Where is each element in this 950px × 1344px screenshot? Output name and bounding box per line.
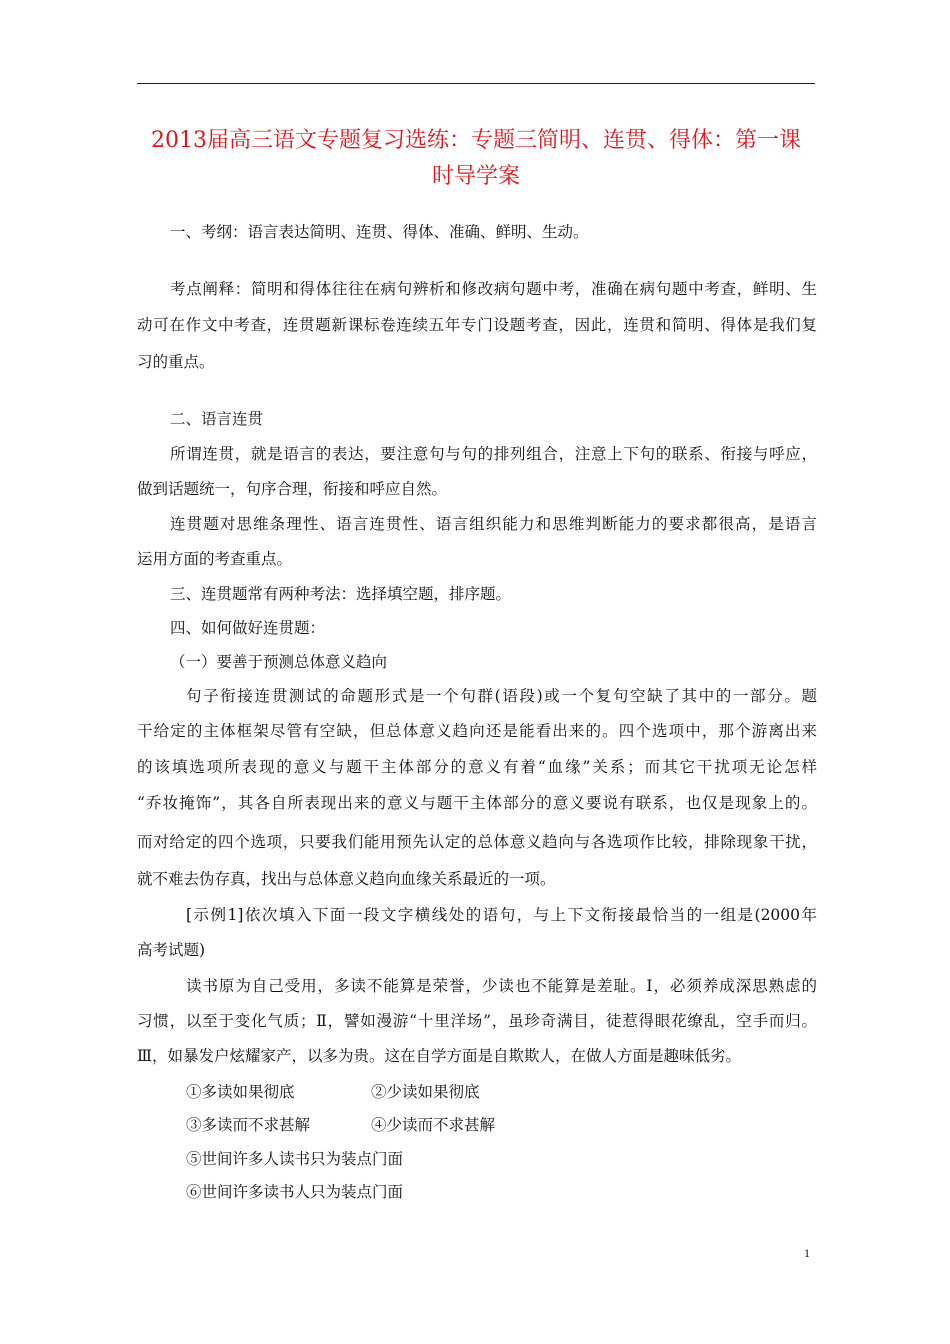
section-heading-3: 三、连贯题常有两种考法：选择填空题，排序题。 <box>170 585 512 603</box>
option-6: ⑥世间许多读书人只为装点门面 <box>186 1183 404 1201</box>
coherence-importance-line-2: 运用方面的考查重点。 <box>137 550 293 568</box>
document-title-line-1: 2013届高三语文专题复习选练：专题三简明、连贯、得体：第一课 <box>151 128 801 153</box>
option-3: ③多读而不求甚解 <box>186 1116 311 1134</box>
example-passage-line-3: Ⅲ，如暴发户炫耀家产，以多为贵。这在自学方面是自欺欺人，在做人方面是趣味低劣。 <box>137 1047 741 1065</box>
example-heading-line-1: [示例1]依次填入下面一段文字横线处的语句，与上下文衔接最恰当的一组是(2000年 <box>186 906 817 924</box>
header-rule <box>137 83 815 84</box>
example-passage-line-2: 习惯，以至于变化气质；Ⅱ，譬如漫游“十里洋场”，虽珍奇满目，徒惹得眼花缭乱，空手而归。 <box>137 1012 817 1030</box>
syllabus-line: 一、考纲：语言表达简明、连贯、得体、准确、鲜明、生动。 <box>170 223 589 241</box>
document-title-line-2: 时导学案 <box>431 164 520 189</box>
body-line-3: 的该填选项所表现的意义与题干主体部分的意义有着“血缘”关系；而其它干扰项无论怎样 <box>137 758 817 776</box>
explanation-line-3: 习的重点。 <box>137 353 215 371</box>
section-heading-4: 四、如何做好连贯题： <box>170 619 326 637</box>
explanation-line-1: 考点阐释：简明和得体往往在病句辨析和修改病句题中考，准确在病句题中考查，鲜明、生 <box>170 280 817 298</box>
page-number: 1 <box>804 1246 810 1260</box>
body-line-5: 而对给定的四个选项，只要我们能用预先认定的总体意义趋向与各选项作比较，排除现象干扰， <box>137 833 817 851</box>
body-line-2: 干给定的主体框架尽管有空缺，但总体意义趋向还是能看出来的。四个选项中，那个游离出来 <box>137 722 817 740</box>
subsection-heading-1: （一）要善于预测总体意义趋向 <box>170 653 388 671</box>
option-1: ①多读如果彻底 <box>186 1083 295 1101</box>
option-2: ②少读如果彻底 <box>371 1083 480 1101</box>
coherence-definition-line-1: 所谓连贯，就是语言的表达，要注意句与句的排列组合，注意上下句的联系、衔接与呼应， <box>170 445 817 463</box>
body-line-1: 句子衔接连贯测试的命题形式是一个句群(语段)或一个复句空缺了其中的一部分。题 <box>186 687 817 705</box>
option-5: ⑤世间许多人读书只为装点门面 <box>186 1150 404 1168</box>
coherence-definition-line-2: 做到话题统一，句序合理，衔接和呼应自然。 <box>137 480 448 498</box>
body-line-4: “乔妆掩饰”，其各自所表现出来的意义与题干主体部分的意义要说有联系，也仅是现象上的。 <box>137 794 817 812</box>
section-heading-2: 二、语言连贯 <box>170 410 264 428</box>
explanation-line-2: 动可在作文中考查，连贯题新课标卷连续五年专门设题考查，因此，连贯和简明、得体是我们复 <box>137 316 817 334</box>
example-heading-line-2: 高考试题) <box>137 941 206 959</box>
example-passage-line-1: 读书原为自己受用，多读不能算是荣誉，少读也不能算是差耻。Ⅰ，必须养成深思熟虑的 <box>186 977 817 995</box>
option-4: ④少读而不求甚解 <box>371 1116 496 1134</box>
body-line-6: 就不难去伪存真，找出与总体意义趋向血缘关系最近的一项。 <box>137 870 556 888</box>
coherence-importance-line-1: 连贯题对思维条理性、语言连贯性、语言组织能力和思维判断能力的要求都很高，是语言 <box>170 515 817 533</box>
